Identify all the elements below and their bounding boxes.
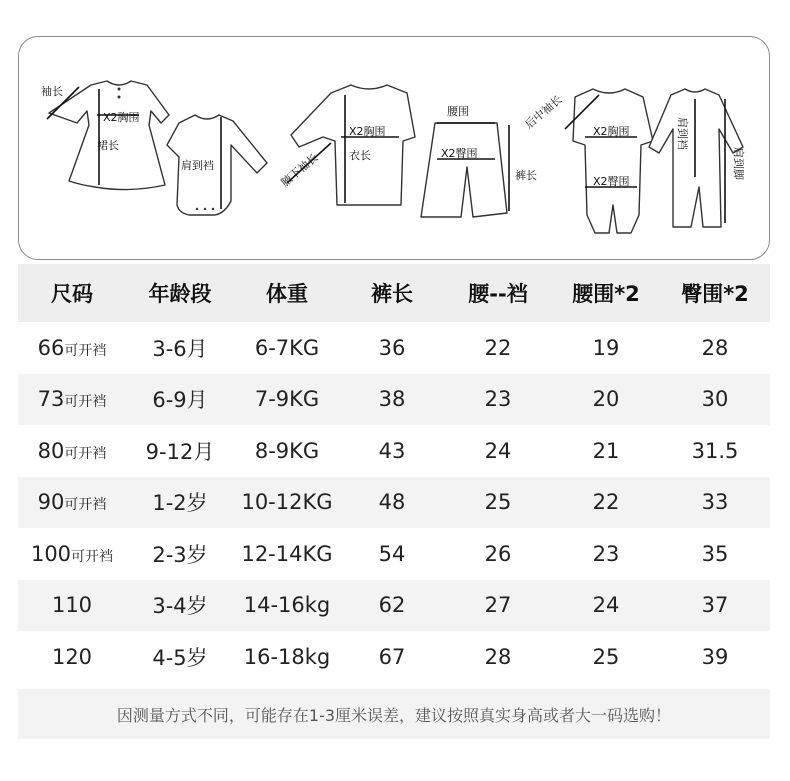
age-cell: 9-12月 <box>145 439 215 464</box>
size-suffix: 可开裆 <box>64 342 107 359</box>
weight-cell: 7-9KG <box>254 387 320 412</box>
waist-crotch-cell: 25 <box>484 490 512 515</box>
pant-length-cell: 48 <box>378 490 406 515</box>
table-row <box>18 528 770 580</box>
age-cell: 3-6月 <box>152 336 208 361</box>
age-cell: 4-5岁 <box>152 645 208 670</box>
size-value: 120 <box>51 644 93 669</box>
shoulder-to-crotch-label: 肩到裆 <box>181 159 214 172</box>
age-cell: 6-9月 <box>152 388 208 413</box>
size-value: 110 <box>51 593 93 618</box>
hip-cell: 37 <box>701 593 729 618</box>
size-table <box>18 264 770 683</box>
waist-crotch-cell: 26 <box>484 541 512 566</box>
table-row <box>18 374 770 426</box>
table-row <box>18 477 770 529</box>
header-hip: 臀围*2 <box>681 282 749 306</box>
size-cell <box>18 387 126 411</box>
waist-cell: 22 <box>592 490 620 515</box>
size-cell <box>18 439 126 463</box>
pant-length-cell: 54 <box>378 541 406 566</box>
weight-cell: 14-16kg <box>243 593 331 618</box>
pant-length-cell: 43 <box>378 438 406 463</box>
age-cell: 1-2岁 <box>152 491 208 516</box>
weight-cell: 8-9KG <box>254 438 320 463</box>
pant-length-cell: 62 <box>378 593 406 618</box>
waist-cell: 23 <box>592 541 620 566</box>
table-row <box>18 631 770 683</box>
waist-cell: 21 <box>592 438 620 463</box>
size-value: 90 <box>37 490 65 515</box>
chest-label-top: X2胸围 <box>349 125 386 138</box>
top-length-label: 衣长 <box>349 149 371 162</box>
header-waist-crotch: 腰--裆 <box>468 282 528 306</box>
weight-cell: 6-7KG <box>254 335 320 360</box>
hip-cell: 31.5 <box>691 438 739 463</box>
size-suffix: 可开裆 <box>64 394 107 411</box>
waist-cell: 24 <box>592 593 620 618</box>
pant-length-cell: 67 <box>378 644 406 669</box>
header-pant-length: 裤长 <box>371 282 413 306</box>
size-suffix: 可开裆 <box>64 445 107 462</box>
sleeve-length-label: 袖长 <box>41 85 63 98</box>
pant-length-label: 裤长 <box>515 169 537 182</box>
size-value: 100 <box>30 541 72 566</box>
waist-crotch-cell: 28 <box>484 644 512 669</box>
header-weight: 体重 <box>266 282 308 306</box>
hip-cell: 28 <box>701 335 729 360</box>
size-value: 80 <box>37 438 65 463</box>
waist-cell: 20 <box>592 387 620 412</box>
underarm-sleeve-label: 腋下袖长 <box>278 151 321 190</box>
waist-label: 腰围 <box>447 105 469 118</box>
table-row <box>18 322 770 374</box>
header-waist: 腰围*2 <box>572 282 640 306</box>
size-cell <box>18 645 126 669</box>
skirt-length-label: 裙长 <box>97 139 119 152</box>
chest-label-dress: X2胸围 <box>103 111 140 124</box>
chest-label-romper: X2胸围 <box>593 125 630 138</box>
hip-cell: 33 <box>701 490 729 515</box>
pant-length-cell: 38 <box>378 387 406 412</box>
size-value: 73 <box>37 387 65 412</box>
hip-label-romper: X2臀围 <box>593 175 630 188</box>
header-age: 年龄段 <box>148 282 212 306</box>
size-cell <box>18 490 126 514</box>
pant-length-cell: 36 <box>378 335 406 360</box>
header-size: 尺码 <box>51 282 93 306</box>
size-cell <box>18 542 126 566</box>
waist-crotch-cell: 22 <box>484 335 512 360</box>
shoulder-to-foot-label: 肩到脚 <box>732 147 745 180</box>
romper-illustration <box>565 89 653 233</box>
weight-cell: 10-12KG <box>241 490 333 515</box>
size-cell <box>18 593 126 617</box>
hip-cell: 35 <box>701 541 729 566</box>
table-row <box>18 425 770 477</box>
table-row <box>18 580 770 632</box>
back-sleeve-label: 后中袖长 <box>522 93 565 132</box>
long-romper-illustration <box>649 89 743 227</box>
hip-label-pants: X2臀围 <box>441 147 478 160</box>
dress-illustration <box>47 81 169 190</box>
age-cell: 2-3岁 <box>152 542 208 567</box>
table-header-row <box>18 264 770 322</box>
waist-crotch-cell: 23 <box>484 387 512 412</box>
hip-cell: 30 <box>701 387 729 412</box>
size-value: 66 <box>37 335 65 360</box>
waist-crotch-cell: 24 <box>484 438 512 463</box>
garment-illustrations <box>19 37 771 261</box>
top-illustration <box>287 85 415 205</box>
shoulder-to-crotch-label-b: 肩到裆 <box>676 117 689 150</box>
waist-cell: 25 <box>592 644 620 669</box>
size-suffix: 可开裆 <box>71 548 114 565</box>
hip-cell: 39 <box>701 644 729 669</box>
size-suffix: 可开裆 <box>64 497 107 514</box>
age-cell: 3-4岁 <box>152 594 208 619</box>
pants-illustration <box>421 123 509 217</box>
waist-cell: 19 <box>592 335 620 360</box>
weight-cell: 12-14KG <box>241 541 333 566</box>
weight-cell: 16-18kg <box>243 644 331 669</box>
size-cell <box>18 336 126 360</box>
waist-crotch-cell: 27 <box>484 593 512 618</box>
measurement-note: 因测量方式不同，可能存在1-3厘米误差，建议按照真实身高或者大一码选购！ <box>18 689 770 739</box>
measurement-diagram <box>18 36 770 260</box>
